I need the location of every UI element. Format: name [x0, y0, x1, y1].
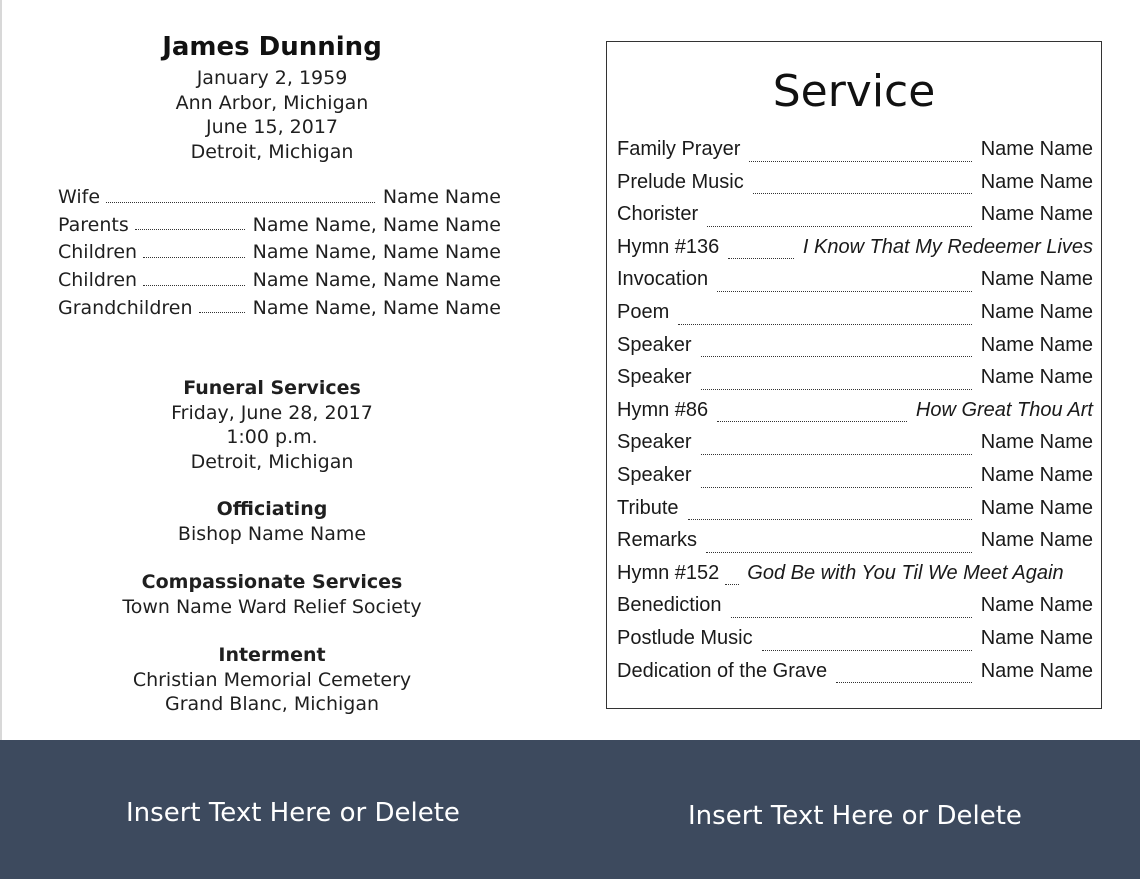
program-value: Name Name [980, 300, 1093, 323]
family-row [58, 241, 501, 269]
family-row [58, 269, 501, 297]
dot-leader [731, 617, 972, 618]
family-list [58, 186, 501, 324]
program-value: Name Name [980, 268, 1093, 291]
interment-heading: Interment [218, 644, 326, 666]
family-label: Children [58, 269, 138, 292]
family-row [58, 214, 501, 242]
compassionate-services-heading: Compassionate Services [141, 571, 403, 593]
dot-leader [701, 487, 972, 488]
program-label: Poem [617, 300, 670, 323]
program-row [617, 562, 1093, 595]
birth-place: Ann Arbor, Michigan [175, 91, 369, 114]
dot-leader [143, 285, 245, 286]
program-row [617, 399, 1093, 432]
dot-leader [749, 161, 971, 162]
dot-leader [688, 519, 972, 520]
family-value: Name Name, Name Name [252, 269, 501, 292]
dot-leader [199, 312, 245, 313]
dot-leader [728, 258, 794, 259]
program-value: Name Name [980, 529, 1093, 552]
deceased-name: James Dunning [162, 32, 382, 62]
dot-leader [762, 650, 972, 651]
program-value: Name Name [980, 496, 1093, 519]
program-label: Family Prayer [617, 138, 741, 160]
program-label: Prelude Music [617, 170, 744, 193]
funeral-services-section [2, 376, 542, 474]
family-value: Name Name, Name Name [252, 296, 501, 319]
dot-leader [135, 229, 245, 230]
officiating-name: Bishop Name Name [177, 522, 367, 545]
program-label: Postlude Music [617, 626, 753, 649]
program-label: Chorister [617, 203, 699, 226]
program-row [617, 464, 1093, 497]
hymn-title: I Know That My Redeemer Lives [802, 235, 1093, 258]
footer-band [0, 740, 1140, 879]
service-title: Service [772, 66, 936, 117]
program-value: Name Name [980, 626, 1093, 649]
program-value: Name Name [980, 594, 1093, 617]
program-row [617, 301, 1093, 334]
death-place: Detroit, Michigan [190, 140, 354, 163]
family-row [58, 186, 501, 214]
family-label: Grandchildren [58, 296, 193, 319]
program-label: Speaker [617, 366, 692, 389]
program-value: Name Name [980, 333, 1093, 356]
program-row [617, 268, 1093, 301]
officiating-section [2, 497, 542, 546]
family-value: Name Name [382, 186, 501, 208]
program-row [617, 497, 1093, 530]
family-value: Name Name, Name Name [252, 213, 501, 236]
program-row [617, 660, 1093, 693]
hymn-title: God Be with You Til We Meet Again [747, 561, 1064, 584]
program-label: Speaker [617, 431, 692, 454]
family-label: Wife [58, 186, 101, 208]
program-label: Hymn #86 [617, 398, 709, 421]
dot-leader [725, 584, 739, 585]
program-row [617, 366, 1093, 399]
dot-leader [701, 389, 972, 390]
program-label: Hymn #136 [617, 235, 720, 258]
program-row [617, 138, 1093, 171]
program-label: Dedication of the Grave [617, 659, 828, 682]
officiating-heading: Officiating [216, 498, 328, 520]
funeral-services-heading: Funeral Services [183, 377, 361, 399]
program-row [617, 171, 1093, 204]
dot-leader [717, 291, 972, 292]
dot-leader [836, 682, 972, 683]
funeral-date: Friday, June 28, 2017 [171, 401, 373, 424]
program-label: Invocation [617, 268, 709, 291]
program-row [617, 529, 1093, 562]
program-value: Name Name [980, 170, 1093, 193]
dot-leader [701, 454, 972, 455]
dot-leader [717, 421, 907, 422]
program-label: Speaker [617, 463, 692, 486]
birth-date: January 2, 1959 [196, 67, 348, 89]
program-label: Benediction [617, 594, 722, 617]
program-value: Name Name [980, 138, 1093, 160]
obituary-panel [0, 0, 560, 740]
dot-leader [707, 226, 972, 227]
program-label: Tribute [617, 496, 679, 519]
dot-leader [706, 552, 972, 553]
compassionate-services-section [2, 570, 542, 619]
program-row [617, 334, 1093, 367]
compassionate-services-name: Town Name Ward Relief Society [122, 595, 422, 618]
program-label: Remarks [617, 529, 698, 552]
interment-section [2, 643, 542, 717]
footer-right-text[interactable]: Insert Text Here or Delete [688, 801, 1022, 831]
dot-leader [106, 202, 375, 203]
family-value: Name Name, Name Name [252, 241, 501, 264]
interment-cemetery: Christian Memorial Cemetery [132, 668, 412, 691]
dot-leader [143, 257, 245, 258]
program-value: Name Name [980, 366, 1093, 389]
program-label: Speaker [617, 333, 692, 356]
program-value: Name Name [980, 463, 1093, 486]
death-date: June 15, 2017 [205, 116, 339, 138]
dot-leader [753, 193, 972, 194]
footer-left-text[interactable]: Insert Text Here or Delete [126, 798, 460, 828]
service-program-box [606, 41, 1102, 709]
interment-place: Grand Blanc, Michigan [164, 693, 380, 715]
hymn-title: How Great Thou Art [915, 398, 1093, 421]
service-program-list [617, 138, 1093, 692]
dot-leader [678, 324, 971, 325]
funeral-place: Detroit, Michigan [190, 450, 354, 473]
family-label: Children [58, 241, 138, 264]
life-dates [2, 66, 542, 164]
family-row [58, 297, 501, 325]
program-row [617, 594, 1093, 627]
program-value: Name Name [980, 431, 1093, 454]
program-row [617, 203, 1093, 236]
program-row [617, 236, 1093, 269]
program-value: Name Name [980, 659, 1093, 682]
program-row [617, 431, 1093, 464]
program-value: Name Name [980, 203, 1093, 226]
program-row [617, 627, 1093, 660]
dot-leader [701, 356, 972, 357]
funeral-time: 1:00 p.m. [226, 426, 318, 448]
program-label: Hymn #152 [617, 561, 720, 584]
family-label: Parents [58, 213, 129, 236]
